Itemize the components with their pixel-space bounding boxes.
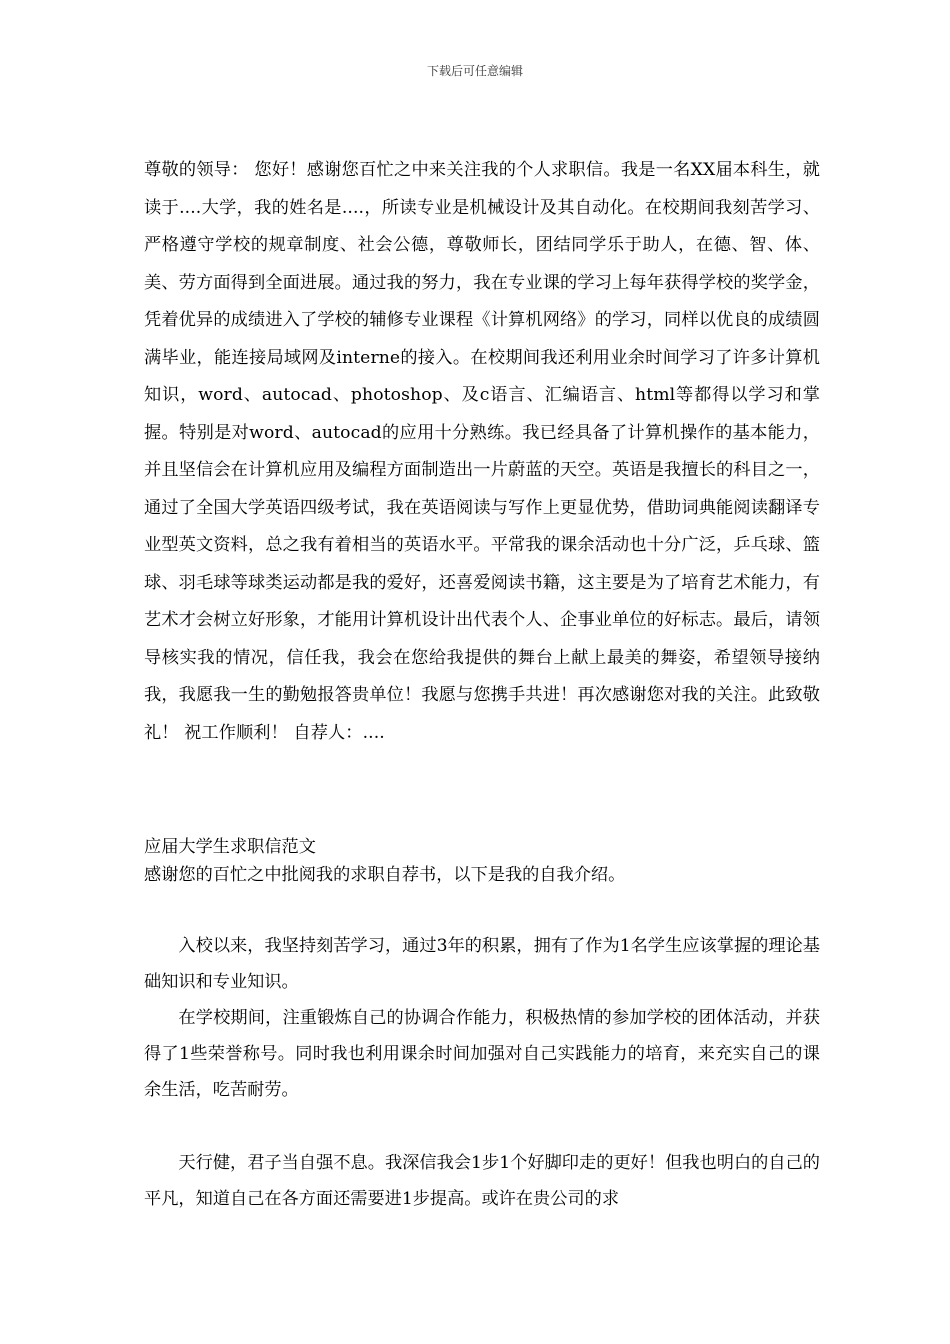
sample-intro: 感谢您的百忙之中批阅我的求职自荐书，以下是我的自我介绍。 xyxy=(144,865,626,885)
sample-paragraph-3: 天行健，君子当自强不息。我深信我会1步1个好脚印走的更好！但我也明白的自己的平凡，知道自己在各方面还需要进1步提高。或许在贵公司的求 xyxy=(144,1153,820,1209)
sample-paragraph-1: 入校以来，我坚持刻苦学习，通过3年的积累，拥有了作为1名学生应该掌握的理论基础知识和专业知识。 xyxy=(144,936,820,992)
sample-title: 应届大学生求职信范文 xyxy=(144,837,316,857)
cover-letter-body: 尊敬的领导： 您好！感谢您百忙之中来关注我的个人求职信。我是一名XX届本科生，就读于....大学，我的姓名是....，所读专业是机械设计及其自动化。在校期间我刻苦学习、严格遵守学校的规章制度、社会公德，尊敬师长，团结同学乐于助人，在德、智、体、美、劳方面得到全面进展。通过我的努力，我在专业课的学习上每年获得学校的奖学金，凭着优异的成绩进入了学校的辅修专业课程《计算机网络》的学习，同样以优良的成绩圆满毕业，能连接局域网及interne的接入。在校期间我还利用业余时间学习了许多计算机知识，word、autocad、photoshop、及c语言、汇编语言、html等都得以学习和掌握。特别是对word、autocad的应用十分熟练。我已经具备了计算机操作的基本能力，并且坚信会在计算机应用及编程方面制造出一片蔚蓝的天空。英语是我擅长的科目之一，通过了全国大学英语四级考试，我在英语阅读与写作上更显优势，借助词典能阅读翻译专业型英文资料，总之我有着相当的英语水平。平常我的课余活动也十分广泛，乒乓球、篮球、羽毛球等球类运动都是我的爱好，还喜爱阅读书籍，这主要是为了培育艺术能力，有艺术才会树立好形象，才能用计算机设计出代表个人、企事业单位的好标志。最后，请领导核实我的情况，信任我，我会在您给我提供的舞台上献上最美的舞姿，希望领导接纳我，我愿我一生的勤勉报答贵单位！我愿与您携手共进！再次感谢您对我的关注。此致敬礼！ 祝工作顺利！ 自荐人：.... xyxy=(144,160,820,743)
sample-paragraph-2: 在学校期间，注重锻炼自己的协调合作能力，积极热情的参加学校的团体活动，并获得了1些荣誉称号。同时我也利用课余时间加强对自己实践能力的培育，来充实自己的课余生活，吃苦耐劳。 xyxy=(144,1008,820,1100)
page-header: 下载后可任意编辑 xyxy=(426,64,523,78)
